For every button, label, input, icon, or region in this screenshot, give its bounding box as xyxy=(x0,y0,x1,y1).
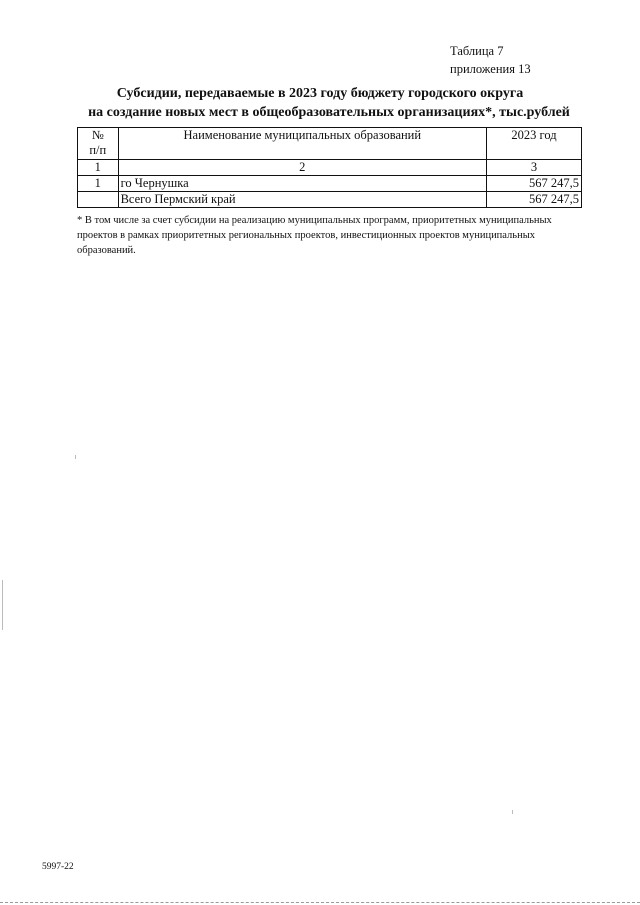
header-municipality: Наименование муниципальных образований xyxy=(118,128,486,160)
subsidy-table xyxy=(77,127,582,208)
table-header-row xyxy=(78,128,582,160)
scan-artifact-left xyxy=(2,580,3,630)
header-number-line2: п/п xyxy=(89,143,107,157)
column-number-1: 1 xyxy=(78,160,119,176)
row-municipality: го Чернушка xyxy=(118,176,486,192)
scan-artifact-dot xyxy=(75,455,76,459)
total-number xyxy=(78,192,119,208)
table-label: Таблица 7 xyxy=(450,44,504,58)
header-number-line1: № xyxy=(91,128,104,142)
total-row xyxy=(78,192,582,208)
table-row xyxy=(78,176,582,192)
header-number xyxy=(78,128,119,160)
scan-artifact-dot-right xyxy=(512,810,513,814)
column-number-3: 3 xyxy=(487,160,582,176)
title-line-1: Субсидии, передаваемые в 2023 году бюджету городского округа xyxy=(116,86,524,101)
document-code: 5997-22 xyxy=(42,862,74,872)
total-label: Всего Пермский край xyxy=(118,192,486,208)
total-value: 567 247,5 xyxy=(487,192,582,208)
header-year: 2023 год xyxy=(487,128,582,160)
footnote: * В том числе за счет субсидии на реализацию муниципальных программ, приоритетных муниципальных проектов в рамках приоритетных региональных проектов, инвестиционных проектов муниципальных образований. xyxy=(77,215,552,256)
row-number: 1 xyxy=(78,176,119,192)
column-number-2: 2 xyxy=(118,160,486,176)
row-value: 567 247,5 xyxy=(487,176,582,192)
table-reference xyxy=(450,42,570,78)
column-number-row xyxy=(78,160,582,176)
document-title xyxy=(0,84,640,122)
title-line-2: на создание новых мест в общеобразовательных организациях*, тыс.рублей xyxy=(88,105,570,120)
scan-artifact-bottom xyxy=(0,902,640,904)
appendix-label: приложения 13 xyxy=(450,62,531,76)
